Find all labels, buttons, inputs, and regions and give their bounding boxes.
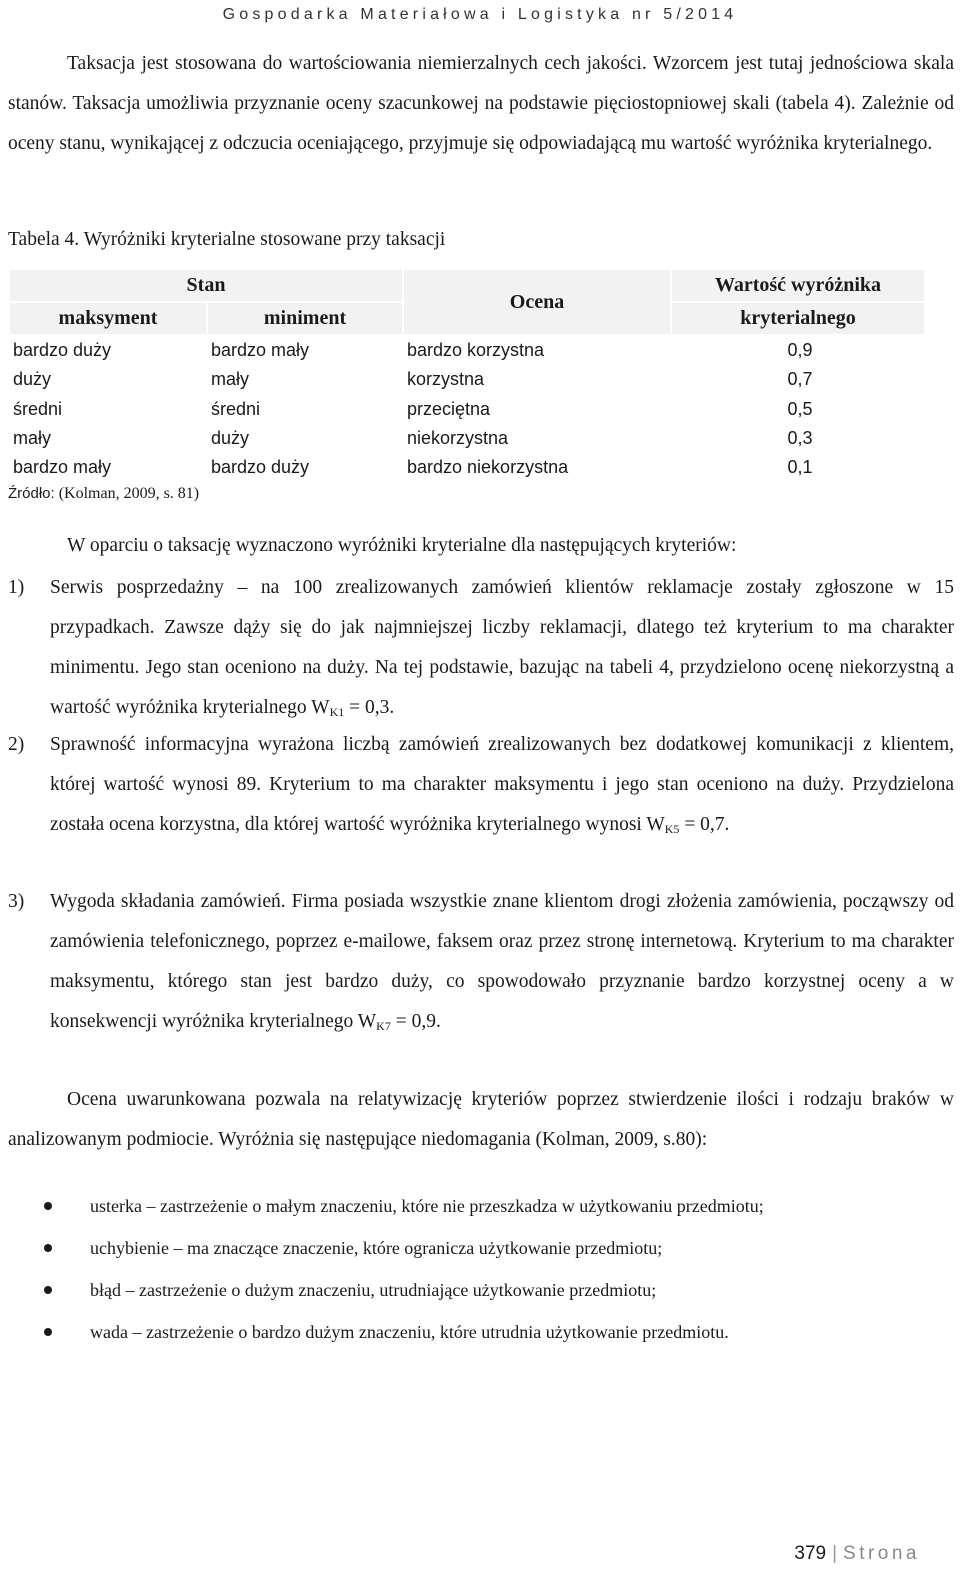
- footer-divider: |: [832, 1543, 838, 1564]
- list-item: [8, 1269, 954, 1311]
- lead-paragraph: [8, 526, 954, 566]
- list-item: [8, 1185, 954, 1227]
- source-text: (Kolman, 2009, s. 81): [54, 485, 200, 502]
- lead-text: W oparciu o taksację wyznaczono wyróżniki kryterialne dla następujących kryteriów:: [67, 535, 737, 556]
- closing-text: Ocena uwarunkowana pozwala na relatywizację kryteriów poprzez stwierdzenie ilości i rodzaju braków w analizowanym podmiocie. Wyróżnia się następujące niedomagania (Kolman, 2009, s.80):: [8, 1089, 954, 1150]
- cell-grade: bardzo niekorzystna: [407, 457, 569, 478]
- item-subscript: K5: [664, 822, 680, 836]
- source-label: Źródło:: [8, 485, 55, 502]
- table-row: [9, 365, 925, 394]
- item-body: Wygoda składania zamówień. Firma posiada wszystkie znane klientom drogi złożenia zamówienia, począwszy od zamówienia telefonicznego, poprzez e-mailowe, faksem oraz przez stronę internetową. Kryterium to ma charakter maksymentu, którego stan jest bardzo duży, co spowodowało przyznanie bardzo korzystnej oceny a w konsekwencji wyróżnika kryterialnego W: [50, 891, 954, 1032]
- cell-min: średni: [211, 398, 261, 419]
- bullet-icon: [44, 1328, 52, 1336]
- list-item-text: [50, 882, 954, 1046]
- item-tail: = 0,7.: [679, 814, 730, 835]
- table-row: [9, 453, 925, 482]
- table-row: [9, 424, 925, 453]
- cell-value: 0,9: [787, 340, 813, 361]
- cell-grade: niekorzystna: [407, 428, 509, 449]
- intro-text: Taksacja jest stosowana do wartościowania niemierzalnych cech jakości. Wzorcem jest tutaj jednościowa skala stanów. Taksacja umożliwia przyznanie oceny szacunkowej na podstawie pięciostopniowej skali (tabela 4). Zależnie od oceny stanu, wynikającej z odczucia oceniającego, przyjmuje się odpowiadającą mu wartość wyróżnika kryterialnego.: [8, 53, 954, 154]
- bullet-icon: [44, 1286, 52, 1294]
- cell-value: 0,5: [787, 398, 813, 419]
- bullet-text: uchybienie – ma znaczące znaczenie, które ogranicza użytkowanie przedmiotu;: [90, 1237, 663, 1258]
- cell-min: mały: [211, 369, 250, 390]
- header-value-line1: Wartość wyróżnika: [671, 269, 925, 302]
- cell-max: duży: [13, 369, 52, 390]
- table-caption: Tabela 4. Wyróżniki kryterialne stosowane przy taksacji: [8, 229, 446, 250]
- cell-min: bardzo mały: [211, 340, 310, 361]
- intro-paragraph: [8, 44, 954, 164]
- header-ocena: Ocena: [403, 269, 671, 335]
- list-item: [8, 568, 954, 732]
- item-body: Sprawność informacyjna wyrażona liczbą zamówień zrealizowanych bez dodatkowej komunikacji z klientem, której wartość wynosi 89. Kryterium to ma charakter maksymentu i jego stan oceniono na duży. Przydzielona została ocena korzystna, dla której wartość wyróżnika kryterialnego wynosi W: [50, 734, 954, 835]
- cell-value: 0,3: [787, 428, 813, 449]
- header-value-line2: kryterialnego: [671, 302, 925, 335]
- cell-max: bardzo mały: [13, 457, 112, 478]
- table-row: [9, 335, 925, 365]
- bullet-icon: [44, 1244, 52, 1252]
- page-number: 379: [794, 1543, 827, 1564]
- bullet-text: usterka – zastrzeżenie o małym znaczeniu, które nie przeszkadza w użytkowaniu przedmiotu;: [90, 1195, 764, 1216]
- cell-value: 0,1: [787, 457, 813, 478]
- cell-value: 0,7: [787, 369, 813, 390]
- item-body: Serwis posprzedażny – na 100 zrealizowanych zamówień klientów reklamacje zostały zgłoszone w 15 przypadkach. Zawsze dąży się do jak najmniejszej liczby reklamacji, dlatego też kryterium to ma charakter minimentu. Jego stan oceniono na duży. Na tej podstawie, bazując na tabeli 4, przydzielono ocenę niekorzystną a wartość wyróżnika kryterialnego W: [50, 577, 954, 718]
- bullet-text: wada – zastrzeżenie o bardzo dużym znaczeniu, które utrudnia użytkowanie przedmiotu.: [90, 1321, 729, 1342]
- bullet-text: błąd – zastrzeżenie o dużym znaczeniu, utrudniające użytkowanie przedmiotu;: [90, 1279, 657, 1300]
- header-stan: Stan: [9, 269, 403, 302]
- closing-paragraph: [8, 1080, 954, 1160]
- header-maksyment: maksyment: [9, 302, 207, 335]
- list-number: 3): [8, 891, 25, 912]
- item-subscript: K7: [376, 1019, 391, 1033]
- cell-grade: bardzo korzystna: [407, 340, 545, 361]
- header-miniment: miniment: [207, 302, 403, 335]
- item-tail: = 0,9.: [390, 1011, 441, 1032]
- table-source: [8, 485, 199, 503]
- criteria-table: [8, 268, 926, 482]
- list-item: [8, 1227, 954, 1269]
- list-item: [8, 882, 954, 1046]
- bullet-icon: [44, 1202, 52, 1210]
- item-tail: = 0,3.: [344, 697, 395, 718]
- running-header: Gospodarka Materiałowa i Logistyka nr 5/2014: [222, 6, 738, 23]
- table-row: [9, 395, 925, 424]
- cell-max: średni: [13, 398, 63, 419]
- cell-grade: korzystna: [407, 369, 485, 390]
- list-number: 1): [8, 577, 25, 598]
- list-number: 2): [8, 734, 25, 755]
- cell-min: duży: [211, 428, 250, 449]
- item-subscript: K1: [329, 705, 345, 719]
- list-item-text: [50, 725, 954, 849]
- list-item: [8, 725, 954, 849]
- list-item: [8, 1311, 954, 1353]
- page-footer: [794, 1543, 920, 1565]
- page-word: Strona: [843, 1543, 920, 1564]
- bullet-list: [8, 1185, 954, 1353]
- cell-max: bardzo duży: [13, 340, 112, 361]
- list-item-text: [50, 568, 954, 732]
- cell-min: bardzo duży: [211, 457, 310, 478]
- cell-max: mały: [13, 428, 52, 449]
- cell-grade: przeciętna: [407, 398, 491, 419]
